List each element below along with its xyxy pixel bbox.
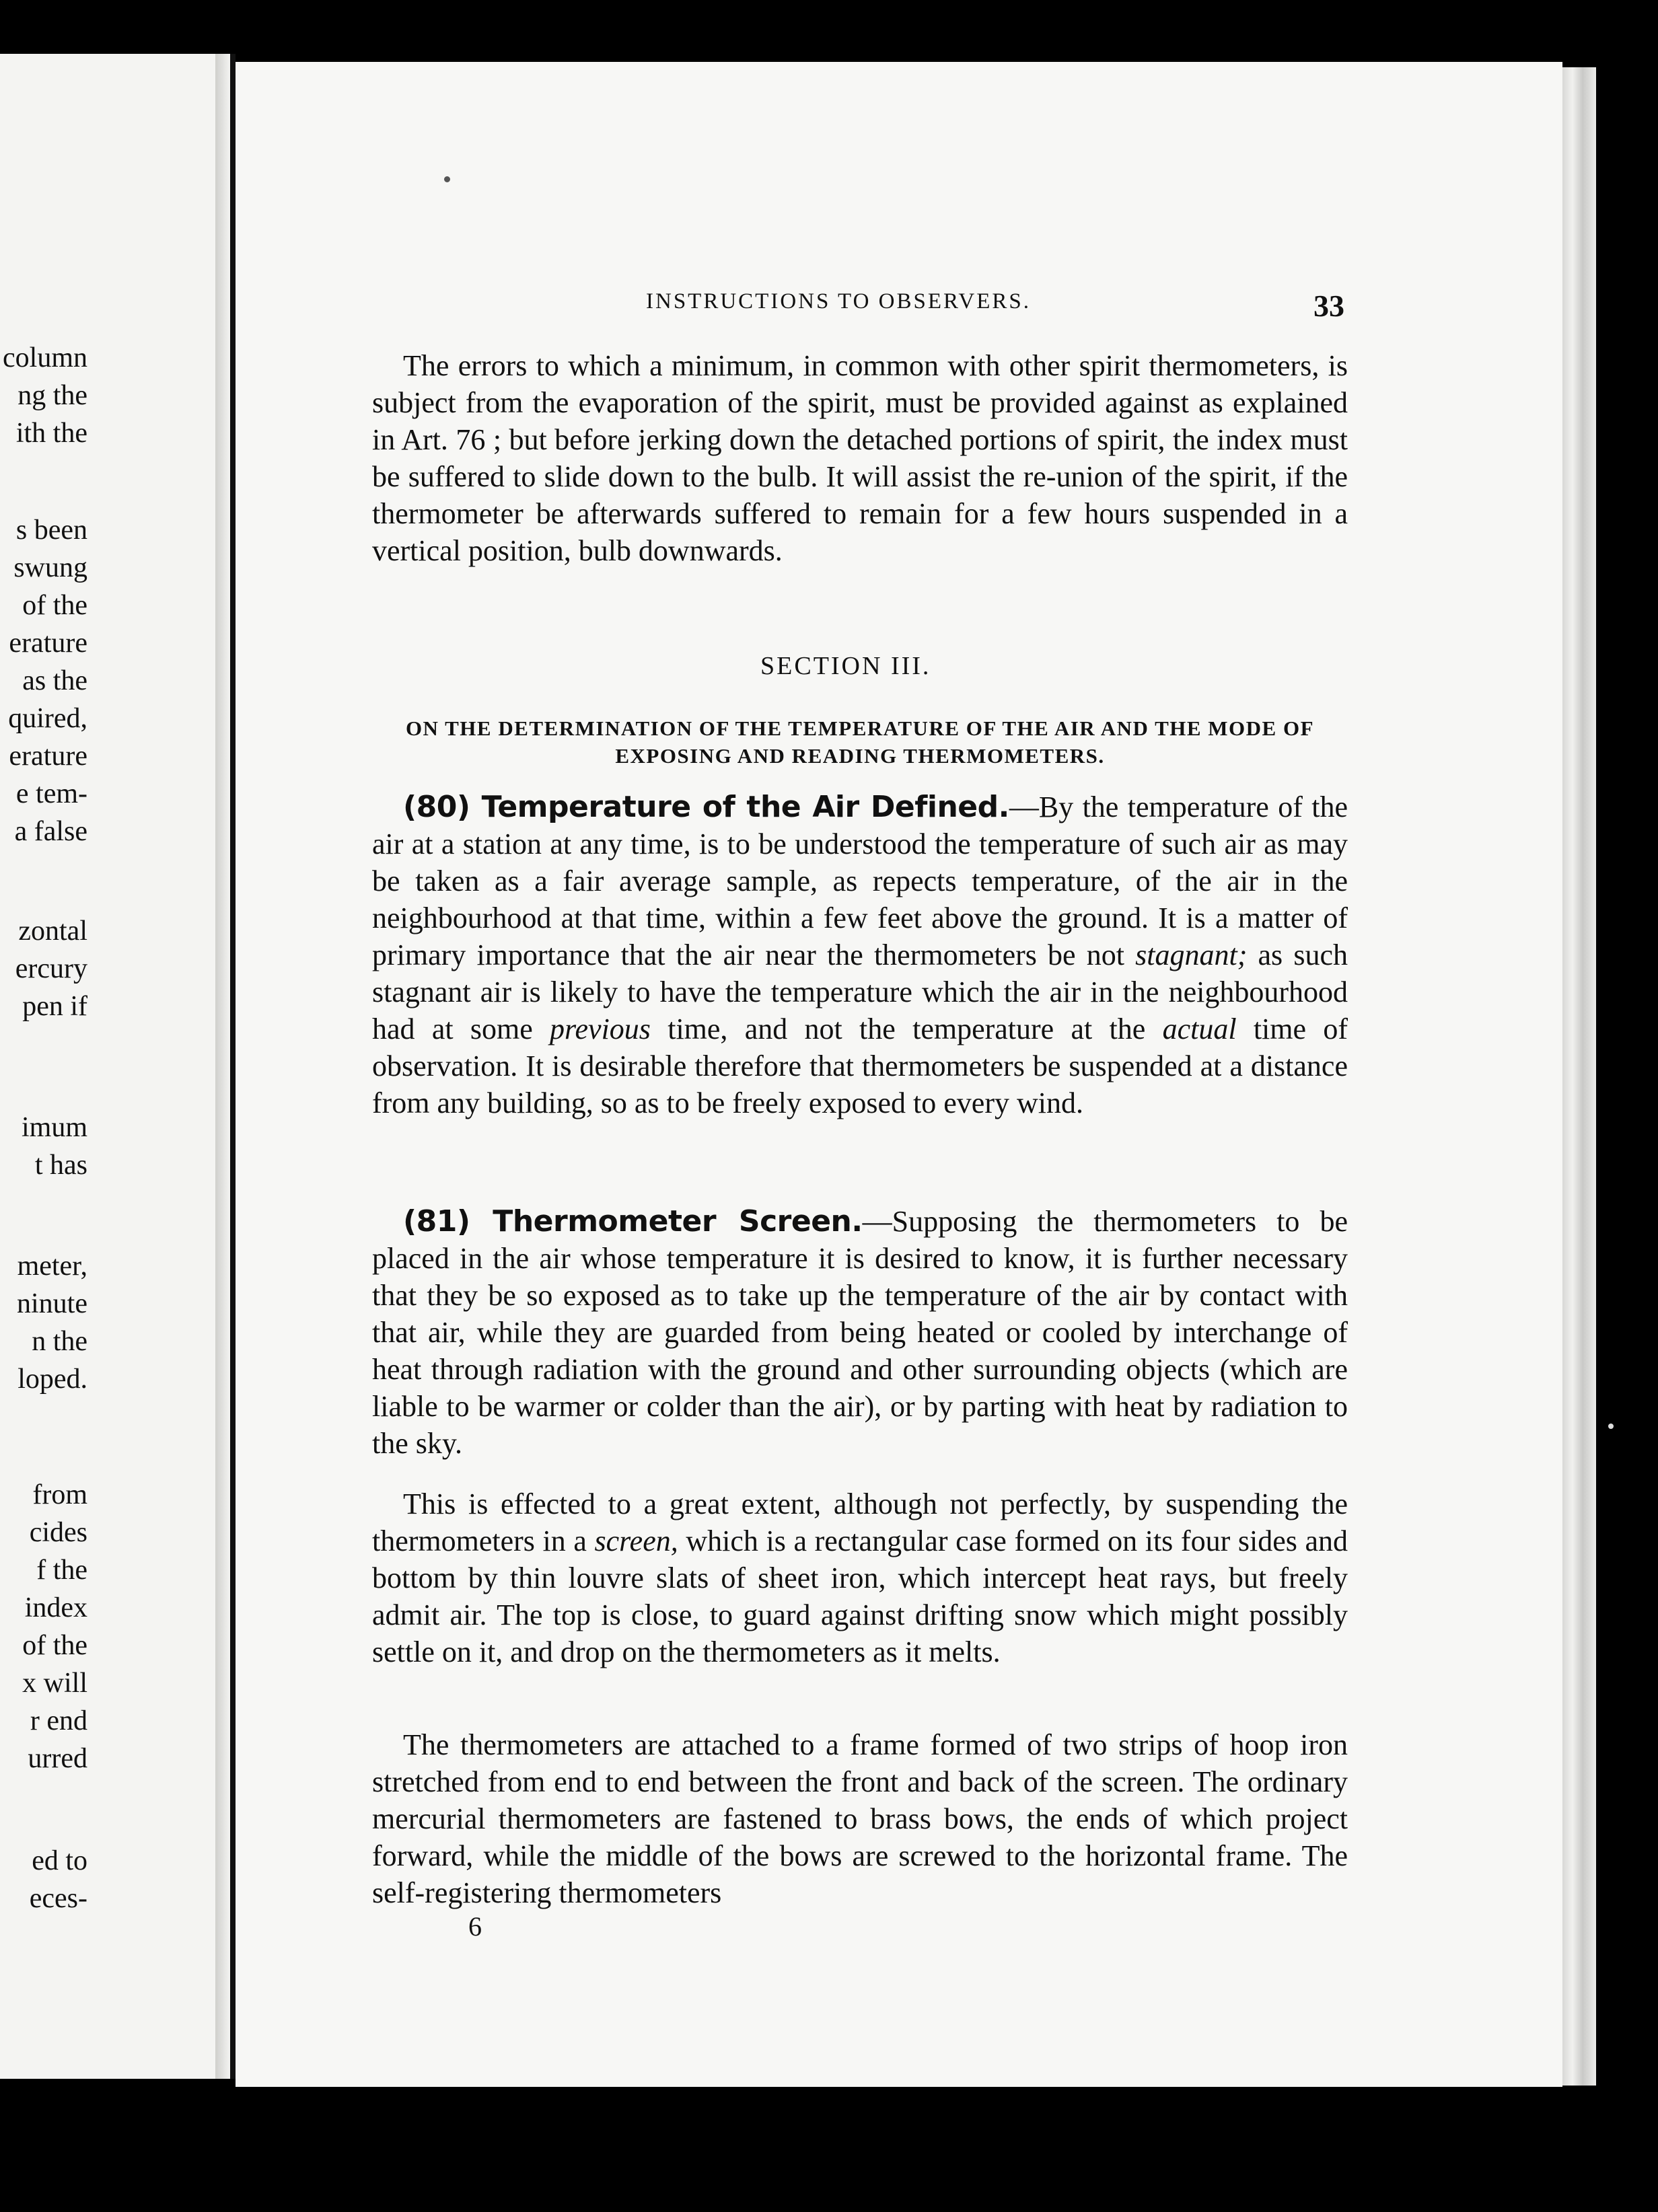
paragraph-80 <box>372 788 1348 1121</box>
paragraph-81 <box>372 1203 1348 1462</box>
paragraph-heading: (81) Thermometer Screen. <box>403 1204 863 1239</box>
paragraph-frame: The thermometers are attached to a frame formed of two strips of hoop iron stretched from end to end between the front and back of the screen. The ordinary mercurial thermometers are fastened to brass bows, the ends of which project forward, while the middle of the bows are screwed to the horizontal frame. The self-registering thermometers <box>372 1728 1348 1909</box>
previous-page-line: ercury <box>15 953 87 984</box>
previous-page-line: ng the <box>17 380 87 411</box>
previous-page-line: loped. <box>17 1364 87 1395</box>
previous-page-line: column <box>3 342 87 373</box>
previous-page-line: x will <box>22 1668 87 1699</box>
previous-page-line: from <box>32 1479 87 1510</box>
running-head: INSTRUCTIONS TO OBSERVERS. <box>646 289 1031 314</box>
page-number: 33 <box>1313 289 1344 323</box>
paragraph-text: —Supposing the thermometers to be placed in the air whose temperature it is desired to know, it is further necessary that they be so exposed as to take up the temperature of the air by contact with that air, while they are guarded from being heated or cooled by interchange of heat through radiation with the ground and other surrounding objects (which are liable to be warmer or colder than the air), or by parting with heat by radiation to the sky. <box>372 1205 1348 1460</box>
previous-page-line: pen if <box>22 991 87 1022</box>
previous-page-line: zontal <box>18 916 87 947</box>
paragraph-text: as such stagnant air is likely to have the temperature which the air in the neighbourhood had at some <box>372 938 1348 1045</box>
paragraph-text: —By the temperature of the air at a station at any time, is to be understood the temperature of such air as may be taken as a fair average sample, as repects temperature, of the air in the neighbourhood at that time, within a few feet above the ground. It is a matter of primary importance that the air near the thermometers be not <box>372 790 1348 971</box>
paragraph-text: This is effected to a great extent, although not perfectly, by suspending the thermometers in a <box>372 1487 1348 1557</box>
previous-page-line: as the <box>22 665 87 696</box>
previous-page-line: swung <box>13 552 87 583</box>
previous-page-fragment <box>0 54 230 2079</box>
emphasis-text: screen, <box>594 1524 678 1557</box>
paper-speck <box>444 176 450 182</box>
page-curl-shadow <box>215 54 230 2079</box>
previous-page-line: eces- <box>29 1883 87 1914</box>
previous-page-line: index <box>24 1592 87 1623</box>
previous-page-line: of the <box>22 590 87 621</box>
previous-page-line: t has <box>34 1150 87 1181</box>
paragraph-text: time, and not the temperature at the <box>650 1012 1163 1045</box>
paper-speck <box>1608 1424 1614 1429</box>
previous-page-line: urred <box>28 1743 87 1774</box>
section-title: SECTION III. <box>760 652 931 680</box>
paragraph-heading: (80) Temperature of the Air Defined. <box>403 790 1009 824</box>
previous-page-line: r end <box>30 1705 87 1736</box>
opening-paragraph: The errors to which a minimum, in common with other spirit thermometers, is subject from the evaporation of the spirit, must be provided against as explained in Art. 76 ; but before jerking down the detached portions of spirit, the index must be suffered to slide down to the bulb. It will assist the re-union of the spirit, if the thermometer be afterwards suffered to remain for a few hours suspended in a vertical position, bulb downwards. <box>372 349 1348 567</box>
paragraph-screen <box>372 1485 1348 1670</box>
page-edge-stack <box>1562 67 1596 2086</box>
previous-page-line: imum <box>21 1112 87 1143</box>
previous-page-line: meter, <box>17 1251 87 1282</box>
signature-mark: 6 <box>468 1911 482 1942</box>
previous-page-line: quired, <box>8 703 87 734</box>
previous-page-line: n the <box>32 1326 87 1357</box>
paragraph-text: time of observation. It is desirable therefore that thermometers be suspended at a distance from any building, so as to be freely exposed to every wind. <box>372 1012 1348 1119</box>
emphasis-text: actual <box>1162 1012 1237 1045</box>
previous-page-line: of the <box>22 1630 87 1661</box>
emphasis-text: stagnant; <box>1135 938 1248 971</box>
previous-page-line: e tem- <box>15 778 87 809</box>
previous-page-line: s been <box>15 515 87 546</box>
section-subtitle: ON THE DETERMINATION OF THE TEMPERATURE OF THE AIR AND THE MODE OF EXPOSING AND READING THERMOMETERS. <box>405 716 1315 768</box>
previous-page-line: f the <box>36 1555 87 1586</box>
previous-page-line: erature <box>9 741 87 772</box>
previous-page-line: a false <box>14 816 87 847</box>
previous-page-line: erature <box>9 628 87 659</box>
previous-page-line: cides <box>29 1517 87 1548</box>
previous-page-line: ed to <box>32 1845 87 1876</box>
paragraph-text: which is a rectangular case formed on its four sides and bottom by thin louvre slats of sheet iron, which intercept heat rays, but freely admit air. The top is close, to guard against drifting snow which might possibly settle on it, and drop on the thermometers as it melts. <box>372 1524 1348 1668</box>
previous-page-line: ith the <box>15 418 87 449</box>
book-gutter <box>230 54 236 2079</box>
previous-page-line: ninute <box>17 1288 87 1319</box>
emphasis-text: previous <box>550 1012 651 1045</box>
